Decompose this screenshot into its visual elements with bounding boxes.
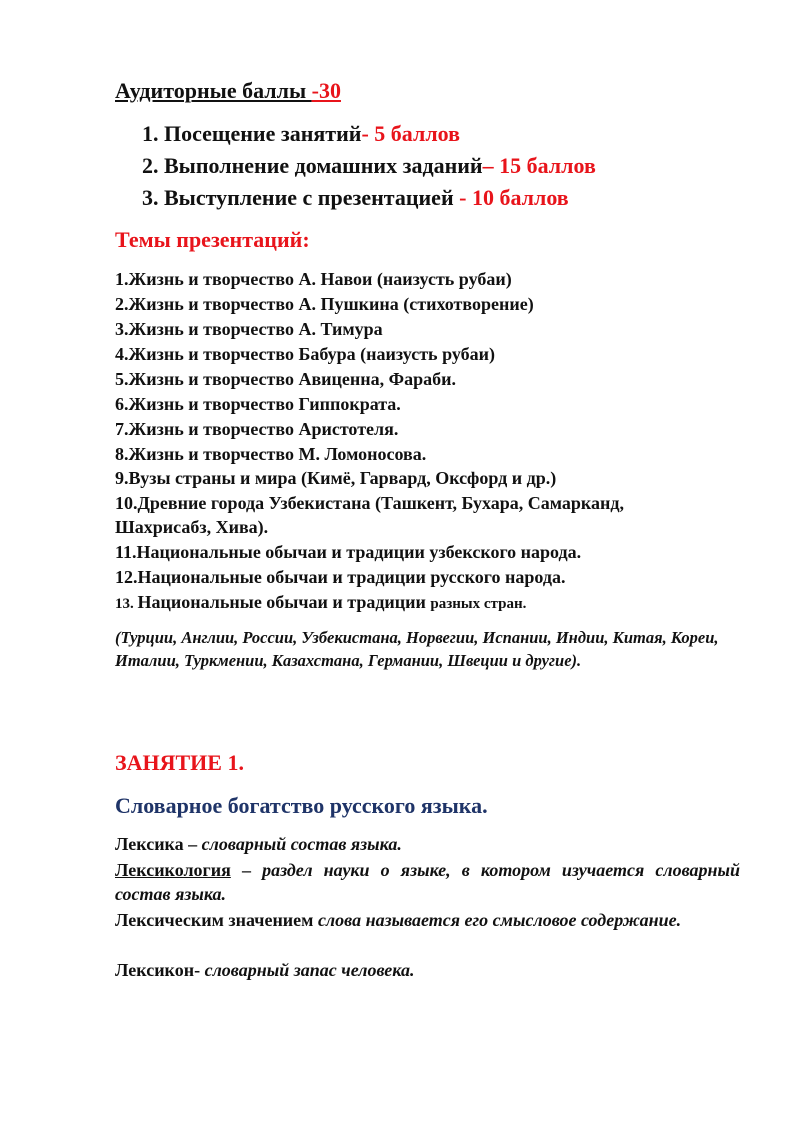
definition-term: Лексическим значением	[115, 910, 314, 930]
topic-item: 8.Жизнь и творчество М. Ломоносова.	[115, 444, 427, 464]
topic-item: 9.Вузы страны и мира (Кимё, Гарвард, Оксфорд и др.)	[115, 468, 557, 488]
topic-item: 5.Жизнь и творчество Авиценна, Фараби.	[115, 369, 456, 389]
definition-leksikon	[115, 958, 740, 982]
topic-item: 12.Национальные обычаи и традиции русского народа.	[115, 567, 566, 587]
score-item-attendance	[142, 121, 460, 147]
score-item-presentation	[142, 185, 569, 211]
lesson-topic: Словарное богатство русского языка.	[115, 793, 488, 818]
definition-lexical-meaning	[115, 908, 740, 932]
score-number: 3.	[142, 185, 159, 210]
score-label: Выступление с презентацией	[164, 185, 460, 210]
topic-tail: разных стран.	[430, 596, 527, 612]
topics-heading: Темы презентаций:	[115, 227, 310, 252]
definition-text: словарный запас человека.	[204, 960, 415, 980]
topic-item: 11.Национальные обычаи и традиции узбекского народа.	[115, 542, 582, 562]
score-number: 2.	[142, 153, 159, 178]
heading-label: Аудиторные баллы	[115, 78, 312, 103]
definition-text: словарный состав языка.	[201, 834, 402, 854]
definition-separator: –	[230, 860, 263, 880]
topic-item: 1.Жизнь и творчество А. Навои (наизусть рубаи)	[115, 269, 512, 289]
definition-text: слова называется его смысловое содержание.	[317, 910, 682, 930]
auditory-points-heading	[115, 78, 341, 104]
topic-item: 6.Жизнь и творчество Гиппократа.	[115, 394, 401, 414]
score-label: Посещение занятий	[164, 121, 362, 146]
topic-item: 10.Древние города Узбекистана (Ташкент, Бухара, Самарканд,	[115, 493, 625, 513]
score-item-homework	[142, 153, 596, 179]
definition-term: Лексикология	[115, 860, 231, 880]
topic-number: 13.	[115, 596, 138, 612]
definition-separator: -	[194, 960, 205, 980]
heading-score: -30	[311, 78, 341, 103]
topic-main: Национальные обычаи и традиции	[137, 592, 431, 612]
topic-item-13	[115, 592, 526, 613]
score-label: Выполнение домашних заданий	[164, 153, 483, 178]
lesson-title: ЗАНЯТИЕ 1.	[115, 750, 244, 775]
countries-list: (Турции, Англии, России, Узбекистана, Норвегии, Испании, Индии, Китая, Кореи, Италии, Туркмении, Казахстана, Германии, Швеции и другие).	[115, 628, 719, 670]
topic-item: 2.Жизнь и творчество А. Пушкина (стихотворение)	[115, 294, 534, 314]
definition-lexika	[115, 832, 740, 856]
score-points: - 10 баллов	[459, 185, 569, 210]
definition-separator: –	[183, 834, 202, 854]
definition-term: Лексика	[115, 834, 184, 854]
topic-item: 4.Жизнь и творчество Бабура (наизусть рубаи)	[115, 344, 495, 364]
definition-term: Лексикон	[115, 960, 195, 980]
score-number: 1.	[142, 121, 159, 146]
definition-text: раздел науки о языке, в котором изучается словарный состав языка.	[115, 860, 741, 904]
score-points: - 5 баллов	[361, 121, 460, 146]
definition-leksikologiya	[115, 858, 740, 906]
topic-item: Шахрисабз, Хива).	[115, 517, 269, 537]
topic-item: 7.Жизнь и творчество Аристотеля.	[115, 419, 399, 439]
topic-item: 3.Жизнь и творчество А. Тимура	[115, 319, 383, 339]
score-points: – 15 баллов	[482, 153, 596, 178]
